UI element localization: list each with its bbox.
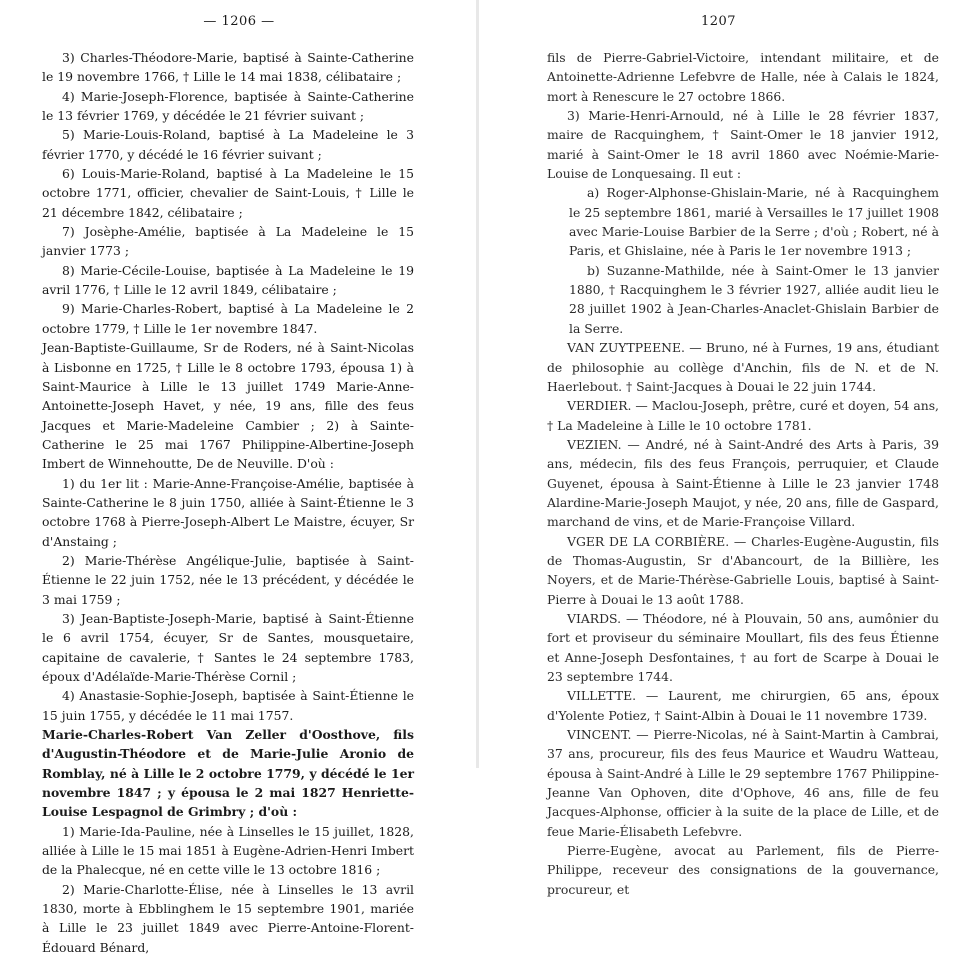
paragraph: 9) Marie-Charles-Robert, baptisé à La Madeleine le 2 octobre 1779, † Lille le 1er novembre 1847. [42,301,414,336]
paragraph: 3) Charles-Théodore-Marie, baptisé à Sainte-Catherine le 19 novembre 1766, † Lille le 14 mai 1838, célibataire ; [42,50,414,85]
paragraph: Marie-Charles-Robert Van Zeller d'Oosthove, fils d'Augustin-Théodore et de Marie-Julie Aronio de Romblay, né à Lille le 2 octobre 1779, y décédé le 1er novembre 1847 ; y épousa le 2 mai 1827 Henriette-Louise Lespagnol de Grimbry ; d'où : [42,727,414,820]
paragraph: VINCENT. — Pierre-Nicolas, né à Saint-Martin à Cambrai, 37 ans, procureur, fils des feus Maurice et Waudru Watteau, épousa à Saint-André à Lille le 29 septembre 1767 Philippine-Jeanne Van Ophoven, dite d'Ophove, 46 ans, fille de feu Jacques-Alphonse, officier à la suite de la place de Lille, et de feue Marie-Élisabeth Lefebvre. [547,727,939,839]
left-page [0,0,478,955]
paragraph: VEZIEN. — André, né à Saint-André des Arts à Paris, 39 ans, médecin, fils des feus François, perruquier, et Claude Guyenet, épousa à Saint-Étienne à Lille le 23 janvier 1748 Alardine-Marie-Joseph Maujot, y née, 20 ans, fille de Gaspard, marchand de vins, et de Marie-Françoise Villard. [547,436,939,530]
left-page-text [42,48,414,957]
paragraph: VERDIER. — Maclou-Joseph, prêtre, curé et doyen, 54 ans, † La Madeleine à Lille le 10 octobre 1781. [547,398,939,433]
paragraph: 1) du 1er lit : Marie-Anne-Françoise-Amélie, baptisée à Sainte-Catherine le 8 juin 1750, alliée à Saint-Étienne le 3 octobre 1768 à Pierre-Joseph-Albert Le Maistre, écuyer, Sr d'Anstaing ; [42,475,414,549]
paragraph: 7) Josèphe-Amélie, baptisée à La Madeleine le 15 janvier 1773 ; [42,224,414,259]
paragraph: 6) Louis-Marie-Roland, baptisé à La Madeleine le 15 octobre 1771, officier, chevalier de Saint-Louis, † Lille le 21 décembre 1842, célibataire ; [42,166,414,220]
paragraph: VIARDS. — Théodore, né à Plouvain, 50 ans, aumônier du fort et proviseur du séminaire Moullart, fils des feus Étienne et Anne-Joseph Desfontaines, † au fort de Scarpe à Douai le 23 septembre 1744. [547,610,939,684]
paragraph: VILLETTE. — Laurent, me chirurgien, 65 ans, époux d'Yolente Potiez, † Saint-Albin à Douai le 11 novembre 1739. [547,688,939,723]
right-page-text [547,48,939,899]
paragraph: 1) Marie-Ida-Pauline, née à Linselles le 15 juillet, 1828, alliée à Lille le 15 mai 1851 à Eugène-Adrien-Henri Imbert de la Phalecque, né en cette ville le 13 octobre 1816 ; [42,823,414,878]
paragraph: 3) Jean-Baptiste-Joseph-Marie, baptisé à Saint-Étienne le 6 avril 1754, écuyer, Sr de Santes, mousquetaire, capitaine de cavalerie, † Santes le 24 septembre 1783, époux d'Adélaïde-Marie-Thérèse Cornil ; [42,610,414,684]
paragraph: 4) Anastasie-Sophie-Joseph, baptisée à Saint-Étienne le 15 juin 1755, y décédée le 11 mai 1757. [42,688,414,723]
paragraph: 4) Marie-Joseph-Florence, baptisée à Sainte-Catherine le 13 février 1769, y décédée le 21 février suivant ; [42,88,414,124]
paragraph: VGER DE LA CORBIÈRE. — Charles-Eugène-Augustin, fils de Thomas-Augustin, Sr d'Abancourt, de la Billière, les Noyers, et de Marie-Thérèse-Gabrielle Louis, baptisé à Saint-Pierre à Douai le 13 août 1788. [547,533,939,607]
paragraph: a) Roger-Alphonse-Ghislain-Marie, né à Racquinghem le 25 septembre 1861, marié à Versailles le 17 juillet 1908 avec Marie-Louise Barbier de la Serre ; d'où ; Robert, né à Paris, et Ghislaine, née à Paris le 1er novembre 1913 ; [569,185,939,259]
paragraph: b) Suzanne-Mathilde, née à Saint-Omer le 13 janvier 1880, † Racquinghem le 3 février 1927, alliée audit lieu le 28 juillet 1902 à Jean-Charles-Anaclet-Ghislain Barbier de la Serre. [569,262,939,336]
paragraph: 5) Marie-Louis-Roland, baptisé à La Madeleine le 3 février 1770, y décédé le 16 février suivant ; [42,127,414,162]
paragraph: 2) Marie-Thérèse Angélique-Julie, baptisée à Saint-Étienne le 22 juin 1752, née le 13 précédent, y décédée le 3 mai 1759 ; [42,552,414,607]
paragraph: 3) Marie-Henri-Arnould, né à Lille le 28 février 1837, maire de Racquinghem, † Saint-Omer le 18 janvier 1912, marié à Saint-Omer le 18 avril 1860 avec Noémie-Marie-Louise de Lonquesaing. Il eut : [547,108,939,182]
paragraph: VAN ZUYTPEENE. — Bruno, né à Furnes, 19 ans, étudiant de philosophie au collège d'Anchin, fils de N. et de N. Haerlebout. † Saint-Jacques à Douai le 22 juin 1744. [547,340,939,394]
right-page-number: 1207 [700,14,737,29]
paragraph: Pierre-Eugène, avocat au Parlement, fils de Pierre-Philippe, receveur des consignations de la gouvernance, procureur, et [547,843,939,897]
paragraph: Jean-Baptiste-Guillaume, Sr de Roders, né à Saint-Nicolas à Lisbonne en 1725, † Lille le 8 octobre 1793, épousa 1) à Saint-Maurice à Lille le 13 juillet 1749 Marie-Anne-Antoinette-Joseph Havet, y née, 19 ans, fille des feus Jacques et Marie-Madeleine Cambier ; 2) à Sainte-Catherine le 25 mai 1767 Philippine-Albertine-Joseph Imbert de Winnehoutte, De de Neuville. D'où : [42,340,414,472]
paragraph: fils de Pierre-Gabriel-Victoire, intendant militaire, et de Antoinette-Adrienne Lefebvre de Halle, née à Calais le 1824, mort à Renescure le 27 octobre 1866. [547,50,939,104]
left-page-number: — 1206 — [203,14,275,29]
paragraph: 8) Marie-Cécile-Louise, baptisée à La Madeleine le 19 avril 1776, † Lille le 12 avril 1849, célibataire ; [42,262,414,298]
right-page [479,0,958,897]
paragraph: 2) Marie-Charlotte-Élise, née à Linselles le 13 avril 1830, morte à Ebblinghem le 15 septembre 1901, mariée à Lille le 23 juillet 1849 avec Pierre-Antoine-Florent-Édouard Bénard, [42,881,414,955]
